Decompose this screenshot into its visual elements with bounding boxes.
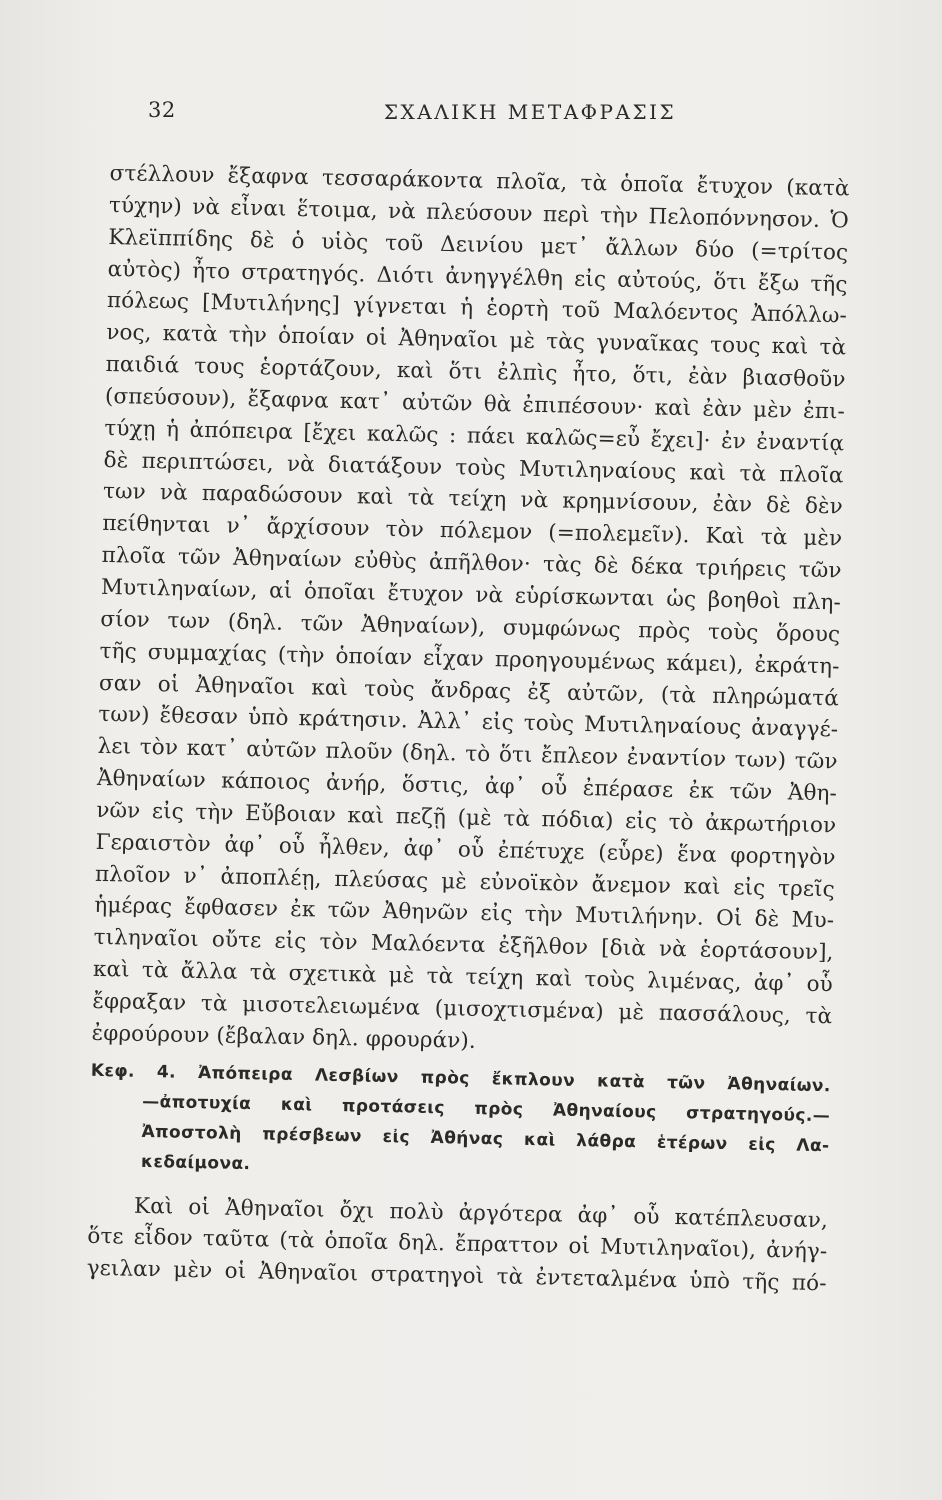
chapter-heading: [89, 1055, 831, 1190]
page-number: 32: [148, 98, 176, 122]
running-head: [148, 98, 862, 128]
chapter-heading-line: Ἀποστολὴ πρέσβεων εἰς Ἀθήνας καὶ λάθρα ἑτέρων εἰς Λα-: [141, 1121, 830, 1156]
running-title: ΣΧΑΛΙΚΗ ΜΕΤΑΦΡΑΣΙΣ: [383, 100, 677, 124]
text-line: πλοῖον ν᾽ ἀποπλέῃ, πλεύσας μὲ εὐνοϊκὸν ἄνεμον καὶ εἰς τρεῖς: [94, 861, 836, 902]
text-line: των νὰ παραδώσουν καὶ τὰ τείχη νὰ κρημνίσουν, ἐὰν δὲ δὲν: [102, 479, 844, 520]
text-line: Ἀθηναίων κάποιος ἀνήρ, ὅστις, ἀφ᾽ οὗ ἐπέρασε ἐκ τῶν Ἀθη-: [96, 765, 838, 807]
text-line: λει τὸν κατ᾽ αὐτῶν πλοῦν (δηλ. τὸ ὅτι ἔπλεον ἐναντίον των) τῶν: [97, 734, 838, 775]
text-line: Κλεϊππίδης δὲ ὁ υἱὸς τοῦ Δεινίου μετ᾽ ἄλλων δύο (=τρίτος: [108, 224, 849, 266]
text-line: τύχῃ ἡ ἀπόπειρα [ἔχει καλῶς : πάει καλῶς=εὖ ἔχει]· ἐν ἐναντίᾳ: [104, 415, 845, 457]
text-line: ἡμέρας ἔφθασεν ἐκ τῶν Ἀθηνῶν εἰς τὴν Μυτιλήνην. Οἱ δὲ Μυ-: [94, 893, 835, 934]
chapter-heading-line: —ἀποτυχία καὶ προτάσεις πρὸς Ἀθηναίους στρατηγούς.—: [142, 1091, 831, 1126]
text-line: σαν οἱ Ἀθηναῖοι καὶ τοὺς ἄνδρας ἐξ αὐτῶν, (τὰ πληρώματά: [98, 670, 840, 711]
text-line: πλοῖα τῶν Ἀθηναίων εὐθὺς ἀπῆλθον· τὰς δὲ δέκα τριήρεις τῶν: [101, 543, 842, 584]
paragraph-chapter-start: [86, 1189, 828, 1300]
text-line: Καὶ οἱ Ἀθηναῖοι ὄχι πολὺ ἀργότερα ἀφ᾽ οὗ κατέπλευσαν,: [133, 1193, 829, 1233]
text-line: πόλεως [Μυτιλήνης] γίγνεται ἡ ἑορτὴ τοῦ Μαλόεντος Ἀπόλλω-: [106, 288, 848, 329]
paragraph-translation: [91, 158, 850, 1065]
text-line: σίον των (δηλ. τῶν Ἀθηναίων), συμφώνως πρὸς τοὺς ὅρους: [100, 606, 841, 648]
text-line: καὶ τὰ ἄλλα τὰ σχετικὰ μὲ τὰ τείχη καὶ τοὺς λιμένας, ἀφ᾽ οὗ: [92, 956, 834, 998]
text-line: γειλαν μὲν οἱ Ἀθηναῖοι στρατηγοὶ τὰ ἐντεταλμένα ὑπὸ τῆς πό-: [86, 1256, 827, 1297]
text-line: ἔφραξαν τὰ μισοτελειωμένα (μισοχτισμένα) μὲ πασσάλους, τὰ: [92, 988, 833, 1030]
text-line: παιδιά τους ἑορτάζουν, καὶ ὅτι ἐλπὶς ἦτο, ὅτι, ἐὰν βιασθοῦν: [105, 352, 846, 393]
text-line: των) ἔθεσαν ὑπὸ κράτησιν. Ἀλλ᾽ εἰς τοὺς Μυτιληναίους ἀναγγέ-: [98, 702, 839, 743]
text-line: αὐτὸς) ἦτο στρατηγός. Διότι ἀνηγγέλθη εἰς αὐτούς, ὅτι ἔξω τῆς: [107, 256, 848, 298]
text-line: τύχην) νὰ εἶναι ἕτοιμα, νὰ πλεύσουν περὶ τὴν Πελοπόννησον. Ὁ: [108, 192, 850, 234]
text-line: δὲ περιπτώσει, νὰ διατάξουν τοὺς Μυτιληναίους καὶ τὰ πλοῖα: [103, 447, 844, 489]
text-line: πείθηνται ν᾽ ἄρχίσουν τὸν πόλεμον (=πολεμεῖν). Καὶ τὰ μὲν: [102, 511, 843, 552]
chapter-heading-line: κεδαίμονα.: [140, 1151, 251, 1174]
text-line: νος, κατὰ τὴν ὁποίαν οἱ Ἀθηναῖοι μὲ τὰς γυναῖκας τους καὶ τὰ: [106, 320, 847, 361]
text-line: νῶν εἰς τὴν Εὔβοιαν καὶ πεζῇ (μὲ τὰ πόδια) εἰς τὸ ἀκρωτήριον: [96, 797, 837, 839]
text-line: (σπεύσουν), ἔξαφνα κατ᾽ αὐτῶν θὰ ἐπιπέσουν· καὶ ἐὰν μὲν ἐπι-: [104, 383, 846, 425]
text-line: τιληναῖοι οὔτε εἰς τὸν Μαλόεντα ἐξῆλθον [διὰ νὰ ἑορτάσουν],: [93, 925, 834, 966]
chapter-heading-line: Κεφ. 4. Ἀπόπειρα Λεσβίων πρὸς ἔκπλουν κατὰ τῶν Ἀθηναίων.: [90, 1060, 831, 1096]
text-block: [86, 158, 849, 1300]
text-line: τῆς συμμαχίας (τὴν ὁποίαν εἶχαν προηγουμένως κάμει), ἐκράτη-: [99, 638, 840, 680]
text-line: Μυτιληναίων, αἱ ὁποῖαι ἔτυχον νὰ εὑρίσκωνται ὡς βοηθοὶ πλη-: [100, 574, 842, 616]
text-line: ὅτε εἶδον ταῦτα (τὰ ὁποῖα δηλ. ἔπραττον οἱ Μυτιληναῖοι), ἀνήγ-: [87, 1224, 828, 1265]
text-line: Γεραιστὸν ἀφ᾽ οὗ ἦλθεν, ἀφ᾽ οὗ ἐπέτυχε (εὗρε) ἕνα φορτηγὸν: [95, 829, 836, 871]
text-line: στέλλουν ἔξαφνα τεσσαράκοντα πλοῖα, τὰ ὁποῖα ἔτυχον (κατὰ: [109, 160, 850, 202]
text-line: ἐφρούρουν (ἔβαλαν δηλ. φρουράν).: [91, 1020, 477, 1054]
